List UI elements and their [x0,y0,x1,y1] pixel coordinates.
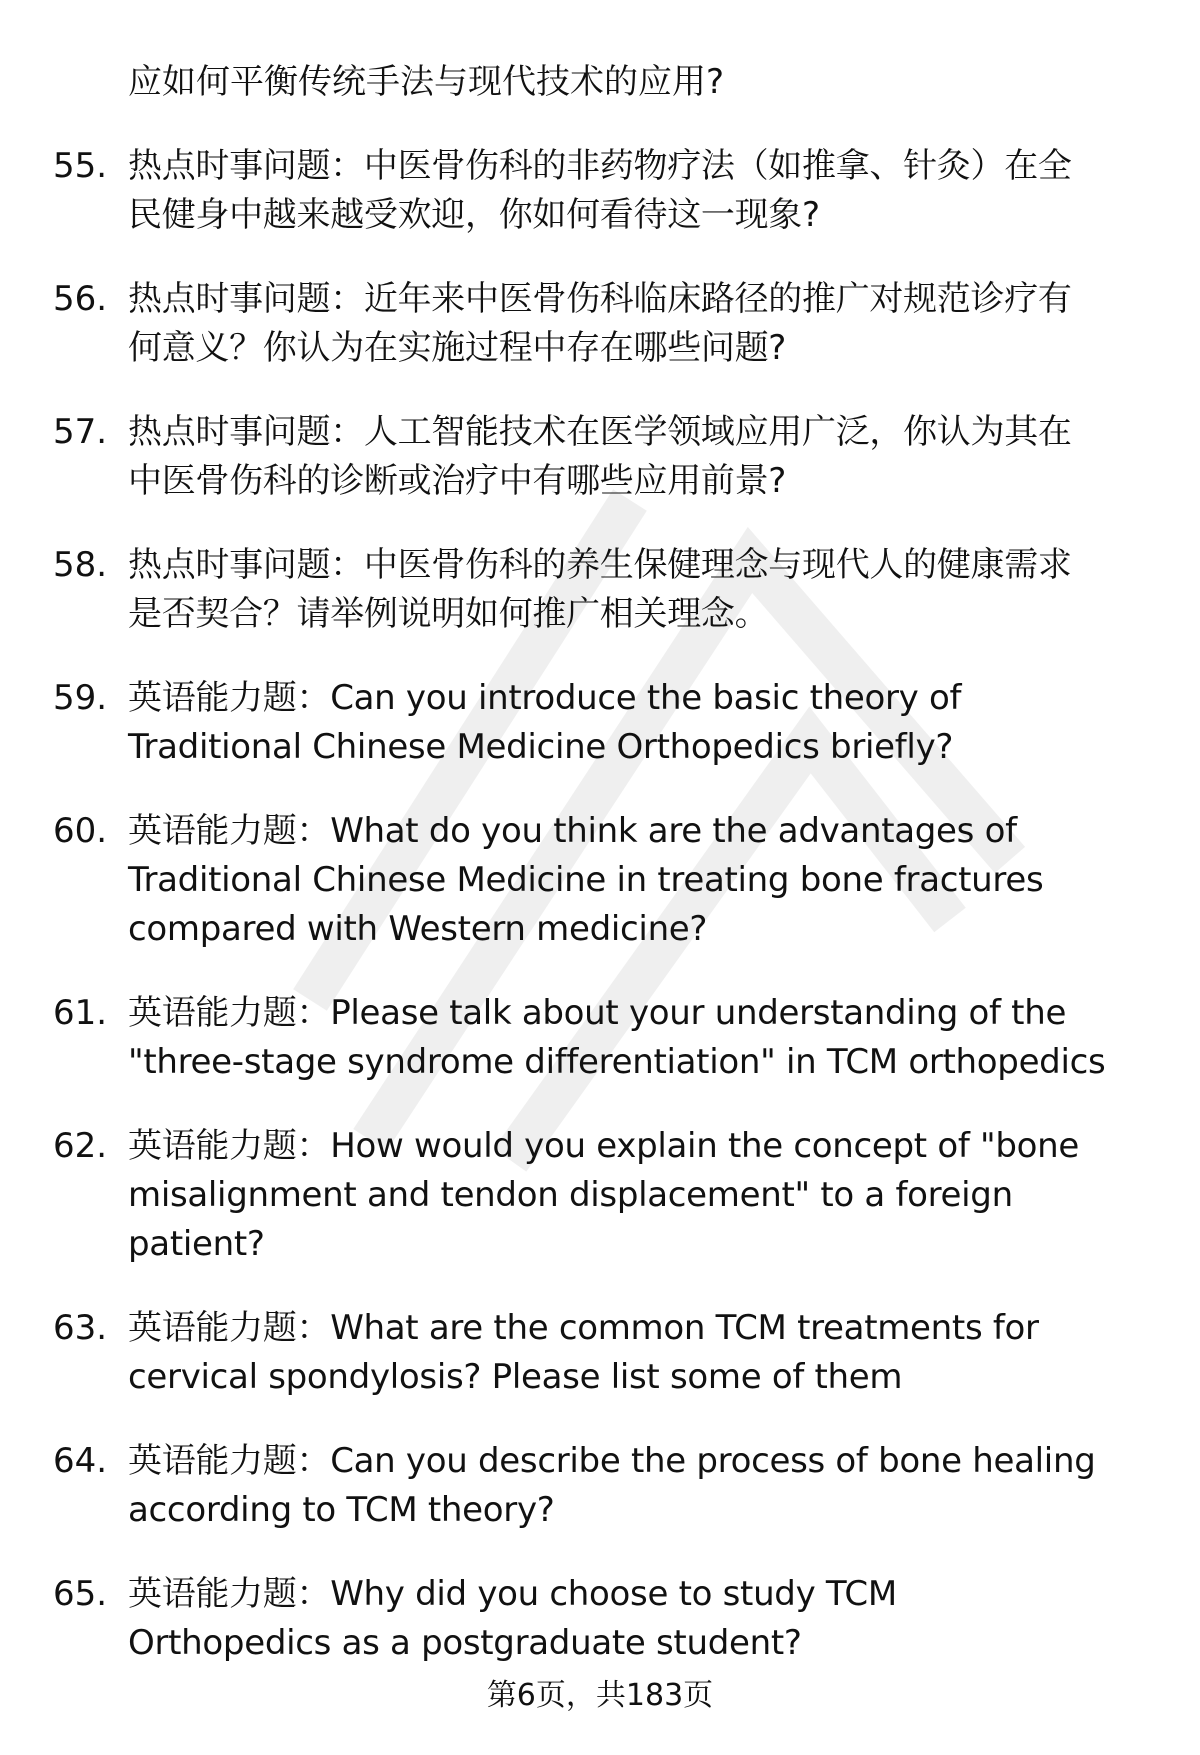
question-number: 55. [53,146,108,186]
question-item [0,989,1200,1087]
question-text-line: 英语能力题：Can you introduce the basic theory of [128,678,962,718]
question-text-line: misalignment and tendon displacement" to a foreign [128,1175,1013,1215]
question-text-line: 英语能力题：What are the common TCM treatments for [128,1308,1039,1348]
question-text-line: 英语能力题：What do you think are the advantages of [128,811,1017,851]
question-number: 62. [53,1126,108,1166]
question-text-line: 英语能力题：How would you explain the concept of "bone [128,1126,1080,1166]
question-item [0,275,1200,373]
question-text-line: 热点时事问题：人工智能技术在医学领域应用广泛，你认为其在 [128,412,1072,452]
question-item [0,541,1200,639]
question-number: 59. [53,678,108,718]
question-text-line: 中医骨伤科的诊断或治疗中有哪些应用前景? [128,461,787,501]
question-text-line: 英语能力题：Can you describe the process of bone healing [128,1441,1096,1481]
question-text-line: 热点时事问题：中医骨伤科的养生保健理念与现代人的健康需求 [128,545,1072,585]
question-text-line: compared with Western medicine? [128,909,708,949]
question-text-line: 英语能力题：Please talk about your understanding of the [128,993,1067,1033]
question-text-line: 何意义？你认为在实施过程中存在哪些问题? [128,328,787,368]
document-body [0,58,1200,1668]
question-text-line: cervical spondylosis? Please list some of them [128,1357,903,1397]
question-text-line: "three-stage syndrome differentiation" in TCM orthopedics [128,1042,1106,1082]
question-item [0,674,1200,772]
question-item [0,408,1200,506]
question-item [0,1122,1200,1269]
question-text-line: 热点时事问题：中医骨伤科的非药物疗法（如推拿、针灸）在全 [128,146,1072,186]
question-item [0,807,1200,954]
question-number: 56. [53,279,108,319]
question-item [0,1304,1200,1402]
question-text-line: according to TCM theory? [128,1490,555,1530]
question-text-line: Traditional Chinese Medicine in treating bone fractures [128,860,1044,900]
question-text-line: 热点时事问题：近年来中医骨伤科临床路径的推广对规范诊疗有 [128,279,1072,319]
question-number: 61. [53,993,108,1033]
question-number: 63. [53,1308,108,1348]
question-number: 64. [53,1441,108,1481]
question-text-line: 是否契合？请举例说明如何推广相关理念。 [128,594,769,634]
page-number: 第6页，共183页 [486,1678,714,1713]
question-item [0,142,1200,240]
question-item [0,1437,1200,1535]
question-number: 58. [53,545,108,585]
question-number: 65. [53,1574,108,1614]
question-number: 57. [53,412,108,452]
question-text-line: Orthopedics as a postgraduate student? [128,1623,802,1663]
continuation-line: 应如何平衡传统手法与现代技术的应用? [128,62,725,102]
question-item [0,1570,1200,1668]
question-text-line: Traditional Chinese Medicine Orthopedics briefly? [128,727,954,767]
question-text-line: 英语能力题：Why did you choose to study TCM [128,1574,897,1614]
question-text-line: 民健身中越来越受欢迎，你如何看待这一现象? [128,195,820,235]
question-number: 60. [53,811,108,851]
question-text-line: patient? [128,1224,265,1264]
